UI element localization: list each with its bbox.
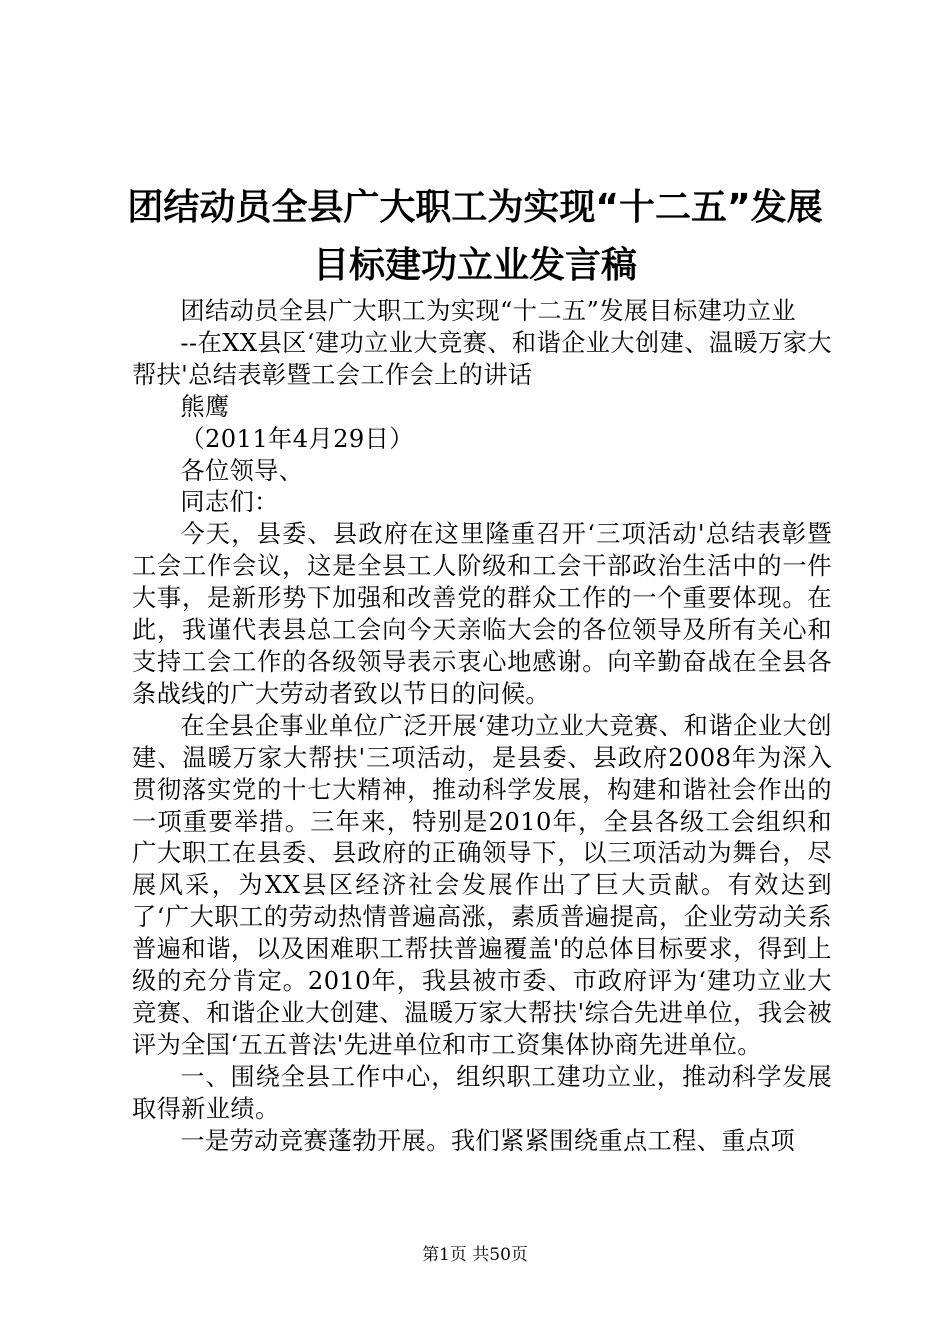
document-title-line-2: 目标建功立业发言稿 bbox=[312, 245, 637, 286]
paragraph-body: 一是劳动竞赛蓬勃开展。我们紧紧围绕重点工程、重点项 bbox=[180, 1126, 796, 1155]
paragraph-salutation-1: 各位领导、 bbox=[180, 456, 304, 485]
paragraph-salutation-2: 同志们： bbox=[180, 488, 279, 517]
document-body bbox=[132, 296, 832, 1157]
paragraph-body: 今天，县委、县政府在这里隆重召开‘三项活动'总结表彰暨工会工作会议，这是全县工人阶级和工会干部政治生活中的一件大事，是新形势下加强和改善党的群众工作的一个重要体现。在此，我谨代表县总工会向今天亲临大会的各位领导及所有关心和支持工会工作的各级领导表示衷心地感谢。向辛勤奋战在全县各条战线的广大劳动者致以节日的问候。 bbox=[132, 520, 832, 708]
paragraph-subtitle: 团结动员全县广大职工为实现“十二五”发展目标建功立业 bbox=[180, 297, 797, 325]
paragraph-speaker: 熊鹰 bbox=[180, 392, 230, 421]
page-footer: 第1页 共50页 bbox=[422, 1245, 528, 1265]
paragraph-section-heading: 一、围绕全县工作中心，组织职工建功立业，推动科学发展取得新业绩。 bbox=[132, 1062, 832, 1123]
paragraph-occasion: --在XX县区‘建功立业大竞赛、和谐企业大创建、温暖万家大帮扶'总结表彰暨工会工作会上的讲话 bbox=[132, 328, 832, 389]
document-title-line-1: 团结动员全县广大职工为实现“十二五”发展 bbox=[127, 187, 823, 228]
paragraph-date: （2011年4月29日） bbox=[180, 424, 414, 453]
paragraph-body: 在全县企事业单位广泛开展‘建功立业大竞赛、和谐企业大创建、温暖万家大帮扶'三项活动，是县委、县政府2008年为深入贯彻落实党的十七大精神，推动科学发展，构建和谐社会作出的一项重要举措。三年来，特别是2010年，全县各级工会组织和广大职工在县委、县政府的正确领导下，以三项活动为舞台，尽展风采，为XX县区经济社会发展作出了巨大贡献。有效达到了‘广大职工的劳动热情普遍高涨，素质普遍提高，企业劳动关系普遍和谐，以及困难职工帮扶普遍覆盖'的总体目标要求，得到上级的充分肯定。2010年，我县被市委、市政府评为‘建功立业大竞赛、和谐企业大创建、温暖万家大帮扶'综合先进单位，我会被评为全国‘五五普法'先进单位和市工资集体协商先进单位。 bbox=[132, 711, 832, 1059]
